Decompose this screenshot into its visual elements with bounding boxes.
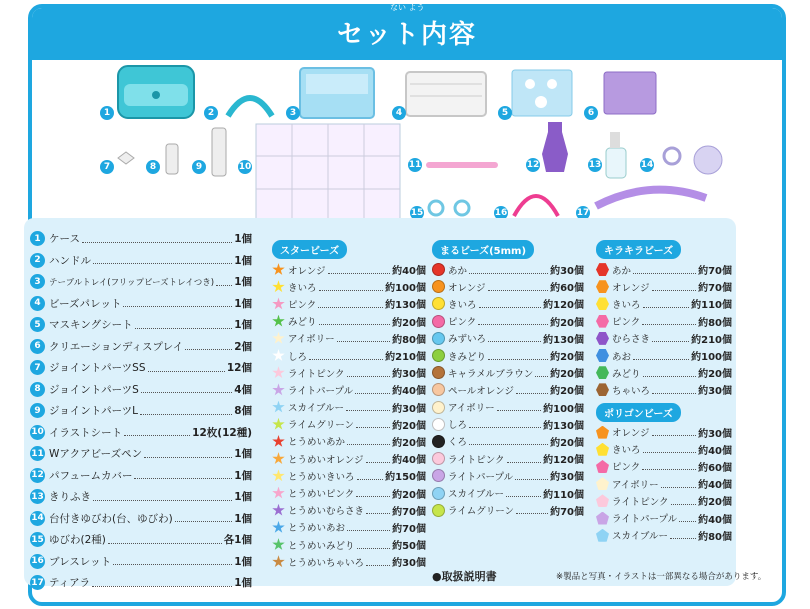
bead-qty: 約20個	[392, 420, 426, 432]
bead-swatch-icon	[272, 538, 285, 551]
bead-label: アイボリー	[288, 334, 335, 346]
ring-stand-icon	[664, 146, 722, 174]
bead-label: とうめいむらさき	[288, 506, 365, 518]
bead-qty: 約40個	[392, 266, 426, 278]
bead-label: ライトパープル	[612, 514, 678, 526]
bead-label: ちゃいろ	[612, 385, 651, 397]
bead-label: キャラメルブラウン	[448, 368, 534, 380]
bead-row	[596, 424, 732, 441]
part-badge: 14	[640, 160, 654, 170]
bead-row	[432, 416, 584, 433]
bead-label: とうめいみどり	[288, 540, 355, 552]
bead-swatch-icon	[272, 366, 285, 379]
bead-qty: 約20個	[698, 369, 732, 381]
bead-swatch-icon	[272, 280, 285, 293]
bead-swatch-icon	[272, 401, 285, 414]
bead-row	[432, 364, 584, 381]
bead-label: ライトピンク	[288, 368, 345, 380]
bead-swatch-icon	[432, 435, 445, 448]
bead-label: オレンジ	[448, 282, 486, 294]
bead-qty: 約20個	[550, 386, 584, 398]
bead-qty: 約40個	[698, 445, 732, 457]
bead-swatch-icon	[596, 460, 609, 473]
bead-swatch-icon	[596, 332, 609, 345]
list-item: 10 イラストシート 12枚(12種)	[31, 426, 252, 439]
bead-qty: 約20個	[698, 497, 732, 509]
bead-qty: 約60個	[698, 462, 732, 474]
bead-row	[272, 313, 426, 330]
part-badge: 8	[146, 160, 160, 174]
bead-swatch-icon	[596, 443, 609, 456]
bead-swatch-icon	[432, 280, 445, 293]
bead-row	[596, 295, 732, 312]
bead-qty: 約80個	[698, 317, 732, 329]
bead-row	[432, 433, 584, 450]
bead-swatch-icon	[596, 280, 609, 293]
manual-label: ●取扱説明書	[432, 570, 497, 583]
bead-qty: 約130個	[543, 420, 584, 432]
part-badge: 17	[576, 208, 590, 218]
list-item: 15 ゆびわ(2種) 各1個	[31, 534, 252, 547]
bead-row	[272, 450, 426, 467]
bead-row	[596, 364, 732, 381]
bead-swatch-icon	[432, 452, 445, 465]
bead-row	[596, 347, 732, 364]
bead-swatch-icon	[432, 297, 445, 310]
bead-swatch-icon	[432, 263, 445, 276]
bead-label: スカイブルー	[612, 531, 669, 543]
list-item: 17 ティアラ 1個	[31, 577, 252, 590]
bracelet-icon	[514, 196, 558, 216]
bead-swatch-icon	[272, 435, 285, 448]
list-item: 6 クリエーションディスプレイ 2個	[30, 336, 252, 358]
bead-swatch-icon	[432, 401, 445, 414]
bead-qty: 約120個	[543, 455, 584, 467]
bead-label: ライムグリーン	[288, 420, 355, 432]
bead-swatch-icon	[272, 418, 285, 431]
bead-row	[272, 536, 426, 553]
bead-qty: 約120個	[543, 300, 584, 312]
handle-icon	[228, 98, 272, 116]
bead-row	[596, 381, 732, 398]
bead-label: みどり	[612, 368, 641, 380]
bead-label: とうめいちゃいろ	[288, 557, 365, 569]
bead-label: オレンジ	[612, 282, 650, 294]
bead-label: しろ	[448, 420, 468, 432]
bead-qty: 約210個	[385, 352, 426, 364]
bead-label: みどり	[288, 317, 317, 329]
bead-label: オレンジ	[288, 265, 326, 277]
bead-qty: 約20個	[550, 437, 584, 449]
bead-qty: 約30個	[698, 428, 732, 440]
round-beads-header: まるビーズ(5mm)	[432, 240, 534, 259]
bead-label: とうめいピンク	[288, 489, 355, 501]
part-badge: 12	[526, 160, 540, 170]
bead-label: スカイブルー	[288, 403, 345, 415]
rings-icon	[429, 201, 469, 215]
bead-qty: 約70個	[392, 523, 426, 535]
bead-row	[272, 433, 426, 450]
part-badge: 7	[100, 160, 114, 174]
bead-row	[432, 502, 584, 519]
disclaimer-note: ※製品と写真・イラストは一部異なる場合があります。	[556, 572, 767, 582]
polygon-beads-header: ポリゴンビーズ	[596, 403, 681, 422]
bead-qty: 約210個	[691, 334, 732, 346]
bead-qty: 約40個	[698, 514, 732, 526]
list-item: 4 ビーズパレット 1個	[30, 293, 252, 315]
bead-row	[272, 364, 426, 381]
bead-row	[432, 467, 584, 484]
bead-row	[596, 492, 732, 509]
bead-row	[272, 467, 426, 484]
bead-row	[272, 484, 426, 501]
bead-row	[596, 313, 732, 330]
bead-qty: 約100個	[691, 352, 732, 364]
round-beads-list	[432, 239, 584, 519]
bead-swatch-icon	[596, 477, 609, 490]
bead-swatch-icon	[272, 452, 285, 465]
list-item: 8 ジョイントパーツS 4個	[30, 379, 252, 401]
page-title: セット内容	[336, 20, 477, 50]
part-badge: 15	[410, 208, 424, 218]
bead-label: アイボリー	[612, 479, 659, 491]
list-item: 5 マスキングシート 1個	[30, 314, 252, 336]
bead-label: ライトピンク	[612, 496, 669, 508]
bead-qty: 約100個	[385, 283, 426, 295]
list-item: 7 ジョイントパーツSS 12個	[30, 357, 252, 379]
bead-row	[596, 261, 732, 278]
bead-row	[272, 347, 426, 364]
bead-qty: 約20個	[550, 352, 584, 364]
bead-row	[596, 441, 732, 458]
part-badge: 3	[286, 106, 300, 120]
palette-icon	[406, 72, 486, 116]
bead-swatch-icon	[432, 487, 445, 500]
bead-qty: 約30個	[392, 369, 426, 381]
bead-label: くろ	[448, 437, 468, 449]
bead-swatch-icon	[272, 315, 285, 328]
bead-label: きいろ	[448, 299, 477, 311]
bead-label: きいろ	[612, 445, 641, 457]
bead-row	[432, 278, 584, 295]
list-item: 9 ジョイントパーツL 8個	[30, 400, 252, 422]
bead-swatch-icon	[596, 494, 609, 507]
bead-row	[432, 295, 584, 312]
bead-label: あお	[612, 351, 632, 363]
pen-icon	[426, 162, 498, 168]
list-item: 12 パフュームカバー 1個	[31, 469, 252, 482]
bead-swatch-icon	[596, 512, 609, 525]
list-item: 14 台付きゆびわ(台、ゆびわ) 1個	[31, 512, 252, 525]
bead-swatch-icon	[432, 349, 445, 362]
bead-row	[432, 261, 584, 278]
bead-label: アイボリー	[448, 403, 495, 415]
bead-label: ライムグリーン	[448, 506, 515, 518]
bead-swatch-icon	[432, 383, 445, 396]
illustration-sheets-icon	[256, 124, 400, 220]
bead-row	[272, 278, 426, 295]
bead-swatch-icon	[272, 383, 285, 396]
bead-label: とうめいきいろ	[288, 471, 355, 483]
bead-swatch-icon	[432, 418, 445, 431]
bead-swatch-icon	[596, 529, 609, 542]
bead-qty: 約30個	[550, 266, 584, 278]
bead-qty: 約80個	[392, 334, 426, 346]
part-badge: 11	[408, 160, 422, 170]
perfume-cover-icon	[542, 122, 568, 172]
bead-qty: 約30個	[392, 403, 426, 415]
bead-swatch-icon	[272, 555, 285, 568]
bead-qty: 約80個	[698, 531, 732, 543]
list-item: 13 きりふき 1個	[31, 491, 252, 504]
bead-swatch-icon	[596, 263, 609, 276]
bead-qty: 約100個	[543, 403, 584, 415]
bead-swatch-icon	[432, 504, 445, 517]
bead-label: とうめいオレンジ	[288, 454, 364, 466]
bead-row	[596, 278, 732, 295]
bead-row	[272, 399, 426, 416]
bead-qty: 約150個	[385, 472, 426, 484]
bead-row	[596, 527, 732, 544]
bead-label: とうめいあお	[288, 523, 346, 535]
bead-label: きいろ	[288, 282, 317, 294]
display-icon	[604, 72, 656, 114]
bead-row	[432, 313, 584, 330]
part-badge: 5	[498, 106, 512, 120]
bead-label: とうめいあか	[288, 437, 346, 449]
part-badge: 4	[392, 106, 406, 120]
tiara-icon	[596, 190, 706, 206]
bead-qty: 約20個	[392, 317, 426, 329]
bead-label: スカイブルー	[448, 489, 505, 501]
bead-swatch-icon	[596, 426, 609, 439]
bead-row	[596, 509, 732, 526]
bead-label: ピンク	[448, 317, 477, 329]
bead-label: あか	[448, 265, 468, 277]
bead-qty: 約70個	[698, 283, 732, 295]
bead-label: みずいろ	[448, 334, 487, 346]
bead-swatch-icon	[596, 366, 609, 379]
bead-label: ピンク	[288, 299, 317, 311]
bead-swatch-icon	[596, 315, 609, 328]
bead-qty: 約20個	[392, 437, 426, 449]
bead-label: ピンク	[612, 317, 641, 329]
bead-swatch-icon	[272, 332, 285, 345]
tray-icon	[300, 68, 374, 118]
bead-label: あか	[612, 265, 632, 277]
bead-swatch-icon	[432, 366, 445, 379]
bead-qty: 約20個	[550, 369, 584, 381]
items-list	[30, 228, 252, 594]
bead-swatch-icon	[432, 332, 445, 345]
bead-qty: 約130個	[543, 334, 584, 346]
bead-qty: 約60個	[550, 283, 584, 295]
bead-row	[432, 484, 584, 501]
title-ruby: ない よう	[390, 3, 425, 12]
list-item: 1 ケース 1個	[30, 228, 252, 250]
bead-swatch-icon	[596, 297, 609, 310]
bead-swatch-icon	[596, 349, 609, 362]
list-item: 2 ハンドル 1個	[30, 250, 252, 272]
bead-row	[432, 347, 584, 364]
bead-qty: 約30個	[698, 386, 732, 398]
bead-label: ピンク	[612, 462, 641, 474]
bead-qty: 約110個	[691, 300, 732, 312]
bead-swatch-icon	[272, 504, 285, 517]
bead-swatch-icon	[596, 383, 609, 396]
bead-swatch-icon	[272, 487, 285, 500]
star-beads-list	[272, 239, 426, 570]
part-badge: 1	[100, 106, 114, 120]
bead-row	[272, 519, 426, 536]
bead-qty: 約40個	[698, 480, 732, 492]
sprayer-icon	[606, 132, 626, 178]
bead-qty: 約40個	[392, 386, 426, 398]
bead-row	[272, 553, 426, 570]
bead-row	[272, 381, 426, 398]
bead-label: ライトピンク	[448, 454, 505, 466]
bead-label: しろ	[288, 351, 308, 363]
bead-row	[596, 458, 732, 475]
part-badge: 16	[494, 208, 508, 218]
bead-qty: 約130個	[385, 300, 426, 312]
bead-label: ライトパープル	[288, 385, 354, 397]
bead-row	[596, 475, 732, 492]
bead-qty: 約70個	[550, 506, 584, 518]
bead-row	[272, 330, 426, 347]
bead-swatch-icon	[432, 315, 445, 328]
bead-qty: 約20個	[392, 489, 426, 501]
bead-row	[432, 399, 584, 416]
part-badge: 10	[238, 162, 252, 172]
joint-parts-icon	[118, 128, 226, 176]
bead-qty: 約70個	[392, 506, 426, 518]
part-badge: 13	[588, 160, 602, 170]
bead-row	[432, 450, 584, 467]
bead-qty: 約50個	[392, 541, 426, 553]
part-badge: 9	[192, 160, 206, 174]
bead-label: むらさき	[612, 334, 651, 346]
list-item: 11 Wアクアビーズペン 1個	[31, 448, 252, 461]
bead-qty: 約70個	[698, 266, 732, 278]
bead-swatch-icon	[272, 469, 285, 482]
part-badge: 2	[204, 106, 218, 120]
bead-row	[272, 261, 426, 278]
kira-beads-list	[596, 239, 732, 544]
bead-qty: 約30個	[392, 558, 426, 570]
bead-row	[272, 295, 426, 312]
bead-qty: 約20個	[550, 317, 584, 329]
list-item: 16 ブレスレット 1個	[31, 555, 252, 568]
case-icon	[118, 66, 194, 118]
bead-swatch-icon	[432, 469, 445, 482]
bead-label: オレンジ	[612, 428, 650, 440]
bead-row	[432, 381, 584, 398]
bead-swatch-icon	[272, 349, 285, 362]
kira-beads-header: キラキラビーズ	[596, 240, 681, 259]
bead-qty: 約40個	[392, 455, 426, 467]
part-badge: 6	[584, 106, 598, 120]
bead-label: きいろ	[612, 299, 641, 311]
bead-qty: 約30個	[550, 472, 584, 484]
bead-swatch-icon	[272, 263, 285, 276]
list-item: 3 テーブルトレイ(フリップビーズトレイつき) 1個	[30, 271, 252, 293]
star-beads-header: スタービーズ	[272, 240, 347, 259]
bead-row	[596, 330, 732, 347]
bead-row	[272, 416, 426, 433]
bead-row	[432, 330, 584, 347]
bead-swatch-icon	[272, 521, 285, 534]
bead-swatch-icon	[272, 297, 285, 310]
bead-label: きみどり	[448, 351, 487, 363]
bead-label: ライトパープル	[448, 471, 514, 483]
masking-sheet-icon	[512, 70, 572, 116]
bead-row	[272, 502, 426, 519]
bead-label: ペールオレンジ	[448, 385, 514, 397]
bead-qty: 約110個	[543, 489, 584, 501]
